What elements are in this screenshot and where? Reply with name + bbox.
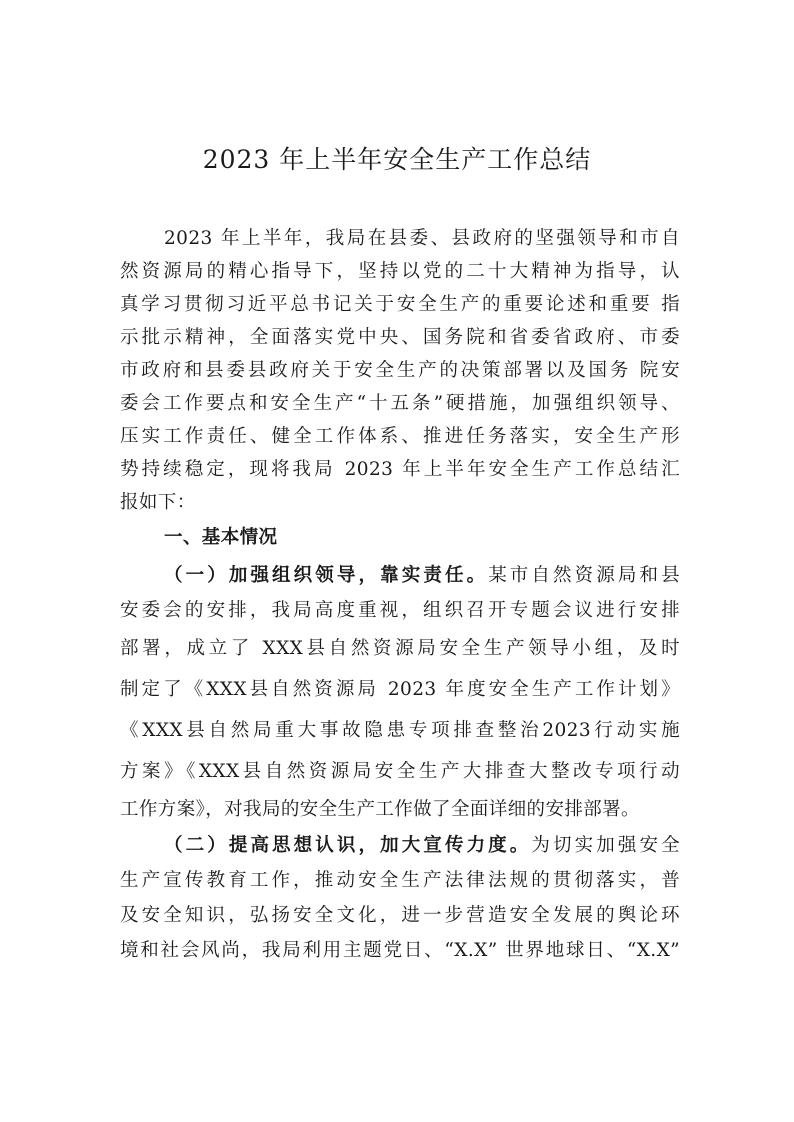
- sub2-line-2: 生产宣传教育工作，推动安全生产法律法规的贯彻落实，普: [120, 870, 680, 891]
- intro-line-5: 市政府和县委县政府关于安全生产的决策部署以及国务 院安: [120, 360, 680, 381]
- section-heading-basic: 一、基本情况: [164, 527, 278, 548]
- intro-line-3: 真学习贯彻习近平总书记关于安全生产的重要论述和重要 指: [120, 294, 680, 315]
- sub2-line-4: 境和社会风尚，我局利用主题党日、“X.X” 世界地球日、“X.X”: [120, 940, 680, 961]
- intro-line-8: 势持续稳定，现将我局 2023 年上半年安全生产工作总结汇: [120, 459, 680, 480]
- intro-line-4: 示批示精神，全面落实党中央、国务院和省委省政府、市委: [120, 327, 680, 348]
- sub2-first-text: 为切实加强安全: [531, 835, 680, 856]
- document-title: 2023 年上半年安全生产工作总结: [202, 145, 592, 174]
- sub1-line-6: 方案》《XXX县自然资源局安全生产大排查大整改专项行动: [120, 761, 680, 782]
- sub1-line-1: [164, 563, 680, 589]
- sub1-line-7: 工作方案》，对我局的安全生产工作做了全面详细的安排部署。: [120, 799, 640, 820]
- intro-line-6: 委会工作要点和安全生产“十五条”硬措施，加强组织领导、: [120, 393, 680, 414]
- sub2-heading: （二）提高思想认识，加大宣传力度。: [164, 835, 532, 856]
- intro-line-2: 然资源局的精心指导下，坚持以党的二十大精神为指导，认: [120, 261, 680, 282]
- sub1-line-4: 制定了《XXX县自然资源局 2023 年度安全生产工作计划》: [120, 679, 680, 700]
- sub2-line-1: [164, 833, 680, 859]
- intro-line-7: 压实工作责任、健全工作体系、推进任务落实，安全生产形: [120, 426, 680, 447]
- sub1-heading: （一）加强组织领导，靠实责任。: [164, 565, 489, 586]
- sub1-line-3: 部署，成立了 XXX县自然资源局安全生产领导小组，及时: [120, 638, 680, 659]
- sub1-line-5: 《XXX县自然局重大事故隐患专项排查整治2023行动实施: [120, 720, 680, 741]
- intro-line-9: 报如下：: [120, 492, 196, 513]
- sub1-first-text: 某市自然资源局和县: [488, 565, 680, 586]
- intro-line-1: 2023 年上半年，我局在县委、县政府的坚强领导和市自: [164, 228, 680, 249]
- sub2-line-3: 及安全知识，弘扬安全文化，进一步营造安全发展的舆论环: [120, 905, 680, 926]
- sub1-line-2: 安委会的安排，我局高度重视，组织召开专题会议进行安排: [120, 600, 680, 621]
